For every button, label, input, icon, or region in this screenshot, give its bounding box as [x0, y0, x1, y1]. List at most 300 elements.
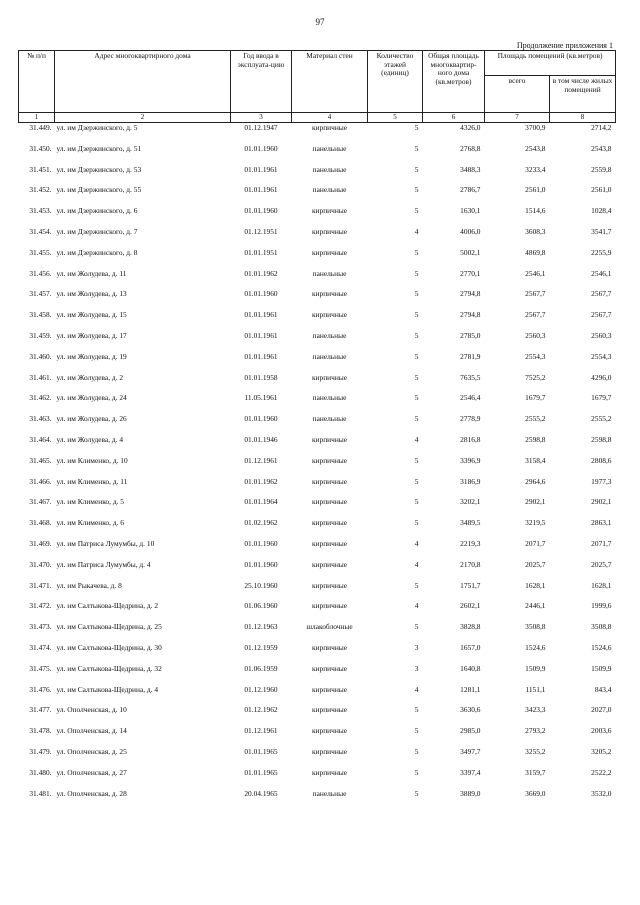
table-row — [19, 436, 616, 457]
row-number-cell: 31.452. — [29, 186, 52, 195]
year-cell: 01.02.1962 — [244, 519, 278, 528]
table-row — [19, 228, 616, 249]
year-cell: 01.12.1947 — [244, 123, 278, 132]
table-row — [19, 561, 616, 582]
total-area-cell: 1657,0 — [460, 643, 481, 652]
material-cell: кирпичные — [311, 498, 348, 507]
year-cell: 01.12.1963 — [244, 623, 278, 632]
table-row — [19, 519, 616, 540]
floors-cell: 3 — [414, 643, 419, 652]
table-row — [19, 623, 616, 644]
material-cell: кирпичные — [311, 373, 348, 382]
premises-total-cell: 3608,3 — [525, 227, 546, 236]
year-cell: 01.01.1965 — [244, 747, 278, 756]
address-cell: ул. им Патриса Лумумбы, д. 4 — [56, 560, 151, 569]
year-cell: 01.12.1959 — [244, 643, 278, 652]
total-area-cell: 3828,8 — [460, 623, 481, 632]
premises-total-cell: 1524,6 — [525, 643, 546, 652]
year-cell: 01.12.1961 — [244, 727, 278, 736]
premises-living-cell: 1999,6 — [591, 602, 612, 611]
total-area-cell: 2546,4 — [460, 394, 481, 403]
total-area-cell: 7635,5 — [460, 373, 481, 382]
row-number-cell: 31.461. — [29, 373, 52, 382]
premises-total-cell: 2560,3 — [525, 331, 546, 340]
material-cell: панельные — [312, 144, 347, 153]
row-number-cell: 31.454. — [29, 227, 52, 236]
year-cell: 01.01.1951 — [244, 248, 278, 257]
premises-living-cell: 2071,7 — [591, 539, 612, 548]
floors-cell: 5 — [414, 456, 419, 465]
premises-total-cell: 1679,7 — [525, 394, 546, 403]
premises-living-cell: 1028,4 — [591, 207, 612, 216]
premises-total-cell: 2555,2 — [525, 415, 546, 424]
floors-cell: 5 — [414, 394, 419, 403]
floors-cell: 5 — [414, 352, 419, 361]
total-area-cell: 3397,4 — [460, 768, 481, 777]
material-cell: панельные — [312, 394, 347, 403]
table-row — [19, 582, 616, 603]
table-body — [19, 123, 616, 811]
floors-cell: 4 — [414, 560, 419, 569]
floors-cell: 5 — [414, 373, 419, 382]
premises-living-cell: 3541,7 — [591, 227, 612, 236]
row-number-cell: 31.477. — [29, 706, 52, 715]
premises-living-cell: 2559,8 — [591, 165, 612, 174]
address-cell: ул. им Дзержинского, д. 6 — [56, 207, 138, 216]
floors-cell: 5 — [414, 498, 419, 507]
address-cell: ул. Ополченская, д. 14 — [56, 727, 127, 736]
row-number-cell: 31.479. — [29, 747, 52, 756]
premises-total-cell: 3423,3 — [525, 706, 546, 715]
year-cell: 25.10.1960 — [244, 581, 278, 590]
premises-living-cell: 2546,1 — [591, 269, 612, 278]
year-cell: 01.01.1962 — [244, 477, 278, 486]
address-cell: ул. им Дзержинского, д. 7 — [56, 227, 138, 236]
year-cell: 01.01.1960 — [244, 539, 278, 548]
premises-total-cell: 3255,2 — [525, 747, 546, 756]
total-area-cell: 2768,8 — [460, 144, 481, 153]
material-cell: кирпичные — [311, 664, 348, 673]
premises-living-cell: 2560,3 — [591, 331, 612, 340]
material-cell: кирпичные — [311, 477, 348, 486]
row-number-cell: 31.472. — [29, 602, 52, 611]
table-row — [19, 478, 616, 499]
premises-living-cell: 2003,6 — [591, 727, 612, 736]
address-cell: ул. Ополченская, д. 25 — [56, 747, 127, 756]
total-area-cell: 2778,9 — [460, 415, 481, 424]
premises-total-cell: 1514,6 — [525, 207, 546, 216]
header-no: № п/п — [19, 51, 55, 113]
total-area-cell: 2170,8 — [460, 560, 481, 569]
year-cell: 01.01.1962 — [244, 269, 278, 278]
year-cell: 01.12.1962 — [244, 706, 278, 715]
row-number-cell: 31.457. — [29, 290, 52, 299]
address-cell: ул. им Жолудева, д. 4 — [56, 435, 124, 444]
premises-total-cell: 2546,1 — [525, 269, 546, 278]
table-row — [19, 644, 616, 665]
total-area-cell: 1751,7 — [460, 581, 481, 590]
table-row — [19, 394, 616, 415]
floors-cell: 5 — [414, 415, 419, 424]
floors-cell: 5 — [414, 290, 419, 299]
total-area-cell: 3488,3 — [460, 165, 481, 174]
address-cell: ул. им Жолудева, д. 17 — [56, 331, 127, 340]
address-cell: ул. им Дзержинского, д. 51 — [56, 144, 142, 153]
row-number-cell: 31.458. — [29, 311, 52, 320]
material-cell: кирпичные — [311, 248, 348, 257]
premises-total-cell: 3669,0 — [525, 789, 546, 798]
year-cell: 01.12.1960 — [244, 685, 278, 694]
premises-living-cell: 3508,8 — [591, 623, 612, 632]
floors-cell: 5 — [414, 789, 419, 798]
total-area-cell: 3889,0 — [460, 789, 481, 798]
table-row — [19, 270, 616, 291]
material-cell: кирпичные — [311, 456, 348, 465]
floors-cell: 5 — [414, 519, 419, 528]
year-cell: 01.06.1960 — [244, 602, 278, 611]
premises-living-cell: 2027,0 — [591, 706, 612, 715]
floors-cell: 5 — [414, 165, 419, 174]
row-number-cell: 31.464. — [29, 435, 52, 444]
material-cell: кирпичные — [311, 768, 348, 777]
premises-total-cell: 3159,7 — [525, 768, 546, 777]
floors-cell: 5 — [414, 144, 419, 153]
table-row — [19, 498, 616, 519]
premises-total-cell: 2902,1 — [525, 498, 546, 507]
header-address: Адрес многоквартирного дома — [55, 51, 231, 113]
premises-living-cell: 2554,3 — [591, 352, 612, 361]
header-premises-living: в том числе жилых помещений — [550, 76, 616, 113]
premises-living-cell: 1509,9 — [591, 664, 612, 673]
floors-cell: 5 — [414, 331, 419, 340]
row-number-cell: 31.471. — [29, 581, 52, 590]
premises-living-cell: 2255,9 — [591, 248, 612, 257]
address-cell: ул. им Салтыкова-Щедрина, д. 30 — [56, 643, 162, 652]
total-area-cell: 2219,3 — [460, 539, 481, 548]
premises-living-cell: 1679,7 — [591, 394, 612, 403]
premises-total-cell: 4869,8 — [525, 248, 546, 257]
premises-total-cell: 2025,7 — [525, 560, 546, 569]
premises-total-cell: 2543,8 — [525, 144, 546, 153]
premises-living-cell: 1977,3 — [591, 477, 612, 486]
total-area-cell: 1640,8 — [460, 664, 481, 673]
premises-total-cell: 2561,0 — [525, 186, 546, 195]
address-cell: ул. им Салтыкова-Щедрина, д. 2 — [56, 602, 159, 611]
premises-total-cell: 7525,2 — [525, 373, 546, 382]
floors-cell: 5 — [414, 477, 419, 486]
address-cell: ул. им Дзержинского, д. 53 — [56, 165, 142, 174]
premises-living-cell: 2025,7 — [591, 560, 612, 569]
table-row — [19, 166, 616, 187]
address-cell: ул. им Жолудева, д. 26 — [56, 415, 127, 424]
material-cell: кирпичные — [311, 311, 348, 320]
row-number-cell: 31.470. — [29, 560, 52, 569]
year-cell: 01.01.1961 — [244, 311, 278, 320]
row-number-cell: 31.474. — [29, 643, 52, 652]
address-cell: ул. им Дзержинского, д. 8 — [56, 248, 138, 257]
material-cell: панельные — [312, 789, 347, 798]
row-number-cell: 31.467. — [29, 498, 52, 507]
material-cell: кирпичные — [311, 602, 348, 611]
header-material: Материал стен — [292, 51, 368, 113]
continuation-label: Продолжение приложения 1 — [516, 41, 613, 50]
row-number-cell: 31.473. — [29, 623, 52, 632]
year-cell: 01.01.1964 — [244, 498, 278, 507]
year-cell: 01.01.1965 — [244, 768, 278, 777]
table-row — [19, 769, 616, 790]
material-cell: кирпичные — [311, 706, 348, 715]
year-cell: 20.04.1965 — [244, 789, 278, 798]
premises-total-cell: 3700,9 — [525, 123, 546, 132]
total-area-cell: 2602,1 — [460, 602, 481, 611]
premises-living-cell: 2522,2 — [591, 768, 612, 777]
total-area-cell: 1630,1 — [460, 207, 481, 216]
premises-total-cell: 2598,8 — [525, 435, 546, 444]
floors-cell: 3 — [414, 664, 419, 673]
total-area-cell: 2786,7 — [460, 186, 481, 195]
premises-living-cell: 843,4 — [594, 685, 612, 694]
material-cell: кирпичные — [311, 747, 348, 756]
total-area-cell: 3489,5 — [460, 519, 481, 528]
table-row — [19, 415, 616, 436]
year-cell: 01.01.1961 — [244, 352, 278, 361]
row-number-cell: 31.463. — [29, 415, 52, 424]
address-cell: ул. им Клименко, д. 10 — [56, 456, 128, 465]
table-row — [19, 686, 616, 707]
premises-total-cell: 3233,4 — [525, 165, 546, 174]
header-year: Год ввода в эксплуата-цию — [231, 51, 292, 113]
premises-total-cell: 1509,9 — [525, 664, 546, 673]
address-cell: ул. им Рыкачева, д. 8 — [56, 581, 122, 590]
material-cell: панельные — [312, 331, 347, 340]
material-cell: панельные — [312, 269, 347, 278]
premises-living-cell: 2714,2 — [591, 123, 612, 132]
material-cell: панельные — [312, 186, 347, 195]
material-cell: панельные — [312, 165, 347, 174]
floors-cell: 5 — [414, 123, 419, 132]
material-cell: кирпичные — [311, 519, 348, 528]
material-cell: кирпичные — [311, 435, 348, 444]
premises-living-cell: 3205,2 — [591, 747, 612, 756]
row-number-cell: 31.456. — [29, 269, 52, 278]
row-number-cell: 31.453. — [29, 207, 52, 216]
address-cell: ул. им Салтыкова-Щедрина, д. 4 — [56, 685, 159, 694]
total-area-cell: 2816,8 — [460, 435, 481, 444]
total-area-cell: 2794,8 — [460, 290, 481, 299]
row-number-cell: 31.462. — [29, 394, 52, 403]
table-row — [19, 332, 616, 353]
column-number: 7 — [485, 113, 550, 123]
premises-total-cell: 2071,7 — [525, 539, 546, 548]
address-cell: ул. им Клименко, д. 11 — [56, 477, 128, 486]
floors-cell: 5 — [414, 747, 419, 756]
row-number-cell: 31.468. — [29, 519, 52, 528]
year-cell: 01.01.1960 — [244, 560, 278, 569]
row-number-cell: 31.450. — [29, 144, 52, 153]
year-cell: 01.01.1958 — [244, 373, 278, 382]
header-premises: Площадь помещений (кв.метров) — [485, 51, 616, 76]
column-number: 3 — [231, 113, 292, 123]
floors-cell: 5 — [414, 623, 419, 632]
total-area-cell: 2794,8 — [460, 311, 481, 320]
premises-total-cell: 3219,5 — [525, 519, 546, 528]
material-cell: кирпичные — [311, 560, 348, 569]
premises-living-cell: 2555,2 — [591, 415, 612, 424]
table-row — [19, 602, 616, 623]
premises-total-cell: 2567,7 — [525, 311, 546, 320]
premises-total-cell: 1151,1 — [525, 685, 546, 694]
table-row — [19, 249, 616, 270]
table-row — [19, 665, 616, 686]
row-number-cell: 31.469. — [29, 539, 52, 548]
material-cell: кирпичные — [311, 123, 348, 132]
address-cell: ул. им Клименко, д. 5 — [56, 498, 124, 507]
year-cell: 01.01.1960 — [244, 144, 278, 153]
floors-cell: 5 — [414, 207, 419, 216]
floors-cell: 5 — [414, 186, 419, 195]
floors-cell: 4 — [414, 539, 419, 548]
floors-cell: 5 — [414, 727, 419, 736]
row-number-cell: 31.451. — [29, 165, 52, 174]
table-row — [19, 540, 616, 561]
column-number: 2 — [55, 113, 231, 123]
year-cell: 01.12.1961 — [244, 456, 278, 465]
table-row — [19, 186, 616, 207]
year-cell: 01.01.1961 — [244, 165, 278, 174]
total-area-cell: 2785,0 — [460, 331, 481, 340]
floors-cell: 4 — [414, 602, 419, 611]
premises-total-cell: 3508,8 — [525, 623, 546, 632]
premises-living-cell: 1524,6 — [591, 643, 612, 652]
address-cell: ул. Ополченская, д. 27 — [56, 768, 127, 777]
address-cell: ул. им Салтыкова-Щедрина, д. 32 — [56, 664, 162, 673]
material-cell: кирпичные — [311, 227, 348, 236]
address-cell: ул. им Жолудева, д. 24 — [56, 394, 127, 403]
floors-cell: 4 — [414, 435, 419, 444]
material-cell: кирпичные — [311, 727, 348, 736]
table-row — [19, 207, 616, 228]
floors-cell: 4 — [414, 685, 419, 694]
year-cell: 01.01.1960 — [244, 290, 278, 299]
material-cell: кирпичные — [311, 290, 348, 299]
material-cell: панельные — [312, 352, 347, 361]
year-cell: 01.01.1961 — [244, 331, 278, 340]
total-area-cell: 3396,9 — [460, 456, 481, 465]
row-number-cell: 31.480. — [29, 768, 52, 777]
year-cell: 01.01.1960 — [244, 415, 278, 424]
housing-register-table — [18, 50, 616, 810]
year-cell: 01.01.1961 — [244, 186, 278, 195]
row-number-cell: 31.478. — [29, 727, 52, 736]
address-cell: ул. им Клименко, д. 6 — [56, 519, 124, 528]
premises-living-cell: 1628,1 — [591, 581, 612, 590]
total-area-cell: 1281,1 — [460, 685, 481, 694]
total-area-cell: 2781,9 — [460, 352, 481, 361]
premises-total-cell: 2793,2 — [525, 727, 546, 736]
premises-living-cell: 2808,6 — [591, 456, 612, 465]
premises-living-cell: 3532,0 — [591, 789, 612, 798]
row-number-cell: 31.459. — [29, 331, 52, 340]
material-cell: кирпичные — [311, 539, 348, 548]
table-row — [19, 727, 616, 748]
material-cell: кирпичные — [311, 643, 348, 652]
address-cell: ул. им Жолудева, д. 13 — [56, 290, 127, 299]
material-cell: кирпичные — [311, 581, 348, 590]
material-cell: кирпичные — [311, 685, 348, 694]
address-cell: ул. им Патриса Лумумбы, д. 10 — [56, 539, 155, 548]
column-number: 8 — [550, 113, 616, 123]
table-row — [19, 706, 616, 727]
floors-cell: 5 — [414, 706, 419, 715]
premises-living-cell: 2561,0 — [591, 186, 612, 195]
column-number: 5 — [368, 113, 423, 123]
floors-cell: 5 — [414, 248, 419, 257]
material-cell: панельные — [312, 415, 347, 424]
address-cell: ул. им Жолудева, д. 11 — [56, 269, 127, 278]
row-number-cell: 31.476. — [29, 685, 52, 694]
row-number-cell: 31.455. — [29, 248, 52, 257]
address-cell: ул. им Жолудева, д. 15 — [56, 311, 127, 320]
floors-cell: 4 — [414, 227, 419, 236]
total-area-cell: 3202,1 — [460, 498, 481, 507]
table-row — [19, 123, 616, 145]
column-number: 6 — [423, 113, 485, 123]
year-cell: 01.01.1960 — [244, 207, 278, 216]
row-number-cell: 31.466. — [29, 477, 52, 486]
premises-total-cell: 2554,3 — [525, 352, 546, 361]
table-row — [19, 374, 616, 395]
total-area-cell: 4006,0 — [460, 227, 481, 236]
year-cell: 01.01.1946 — [244, 435, 278, 444]
address-cell: ул. им Жолудева, д. 2 — [56, 373, 124, 382]
table-row — [19, 353, 616, 374]
table-row — [19, 290, 616, 311]
premises-living-cell: 2598,8 — [591, 435, 612, 444]
row-number-cell: 31.460. — [29, 352, 52, 361]
column-number: 1 — [19, 113, 55, 123]
address-cell: ул. им Дзержинского, д. 55 — [56, 186, 142, 195]
floors-cell: 5 — [414, 311, 419, 320]
premises-living-cell: 2902,1 — [591, 498, 612, 507]
table-row — [19, 457, 616, 478]
column-number: 4 — [292, 113, 368, 123]
premises-living-cell: 2863,1 — [591, 519, 612, 528]
material-cell: шлакоблочные — [306, 623, 353, 632]
page-number: 97 — [315, 17, 325, 27]
year-cell: 01.12.1951 — [244, 227, 278, 236]
premises-total-cell: 2567,7 — [525, 290, 546, 299]
floors-cell: 5 — [414, 581, 419, 590]
premises-total-cell: 2446,1 — [525, 602, 546, 611]
address-cell: ул. Ополченская, д. 28 — [56, 789, 127, 798]
table-row — [19, 311, 616, 332]
premises-total-cell: 2964,6 — [525, 477, 546, 486]
address-cell: ул. им Салтыкова-Щедрина, д. 25 — [56, 623, 162, 632]
total-area-cell: 5002,1 — [460, 248, 481, 257]
address-cell: ул. Ополченская, д. 10 — [56, 706, 127, 715]
premises-total-cell: 3158,4 — [525, 456, 546, 465]
total-area-cell: 3186,9 — [460, 477, 481, 486]
header-premises-total: всего — [485, 76, 550, 113]
header-total-area: Общая площадь многоквартир-ного дома (кв.метров) — [423, 51, 485, 113]
address-cell: ул. им Жолудева, д. 19 — [56, 352, 127, 361]
row-number-cell: 31.481. — [29, 789, 52, 798]
premises-living-cell: 2567,7 — [591, 311, 612, 320]
year-cell: 01.06.1959 — [244, 664, 278, 673]
address-cell: ул. им Дзержинского, д. 5 — [56, 123, 138, 132]
total-area-cell: 3497,7 — [460, 747, 481, 756]
premises-living-cell: 2543,8 — [591, 144, 612, 153]
